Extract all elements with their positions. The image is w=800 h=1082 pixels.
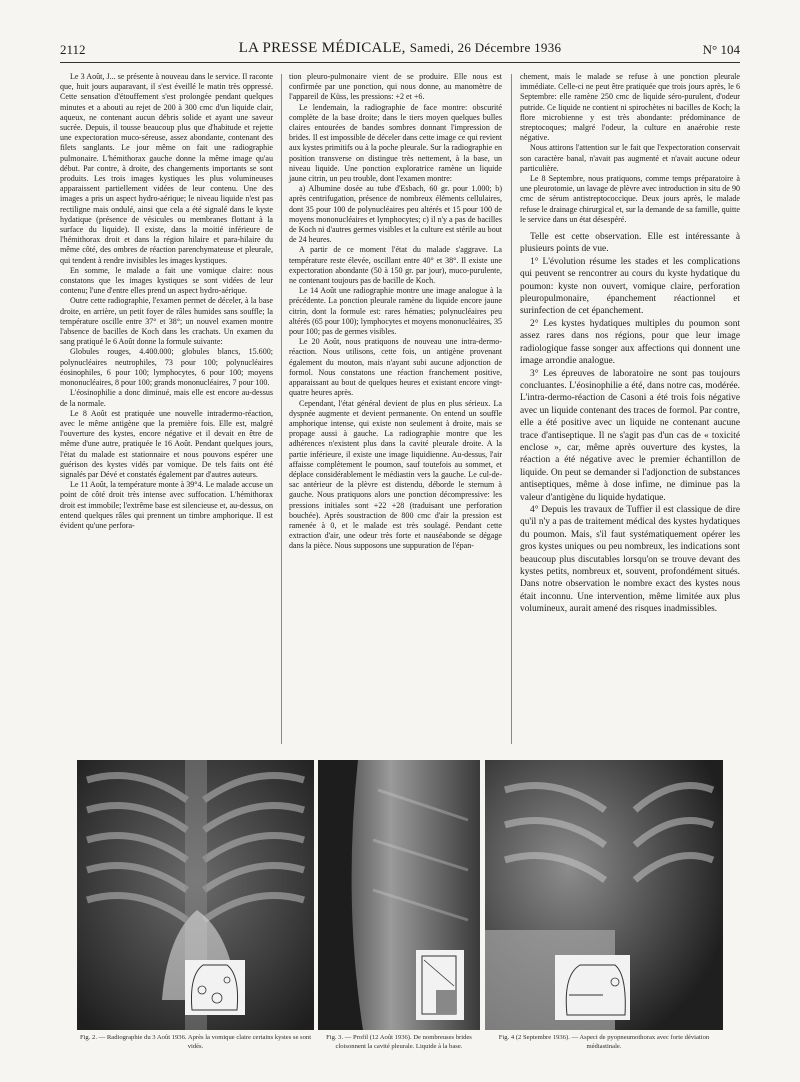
paragraph: Le lendemain, la radiographie de face montre: obscurité complète de la base droite; dans le tiers moyen quelques bulles claires entourées de bandes sombres donnant l'impression de brides. Il est impossible de déceler dans cette image ce qui revient aux kystes primitifs ou à la poche pleurale. Sur la radiographie en position transverse on distingue très nettement, à la base, un niveau liquide. Une ponction exploratrice ramène un liquide jaune citrin, un peu trouble, dont l'examen montre: — [289, 102, 502, 184]
paragraph: tion pleuro-pulmonaire vient de se produire. Elle nous est confirmée par une ponction, qui nous donne, au manomètre de l'appareil de Küss, les pressions: +2 et +6. — [289, 72, 502, 102]
paragraph: 2° Les kystes hydatiques multiples du poumon sont assez rares dans nos régions, pour que leur image radiologique fasse songer aux affections qui donnent une image arrondie analogue. — [520, 318, 740, 367]
text-column-3 — [520, 72, 740, 616]
paragraph: 4° Depuis les travaux de Tuffier il est classique de dire qu'il n'y a pas de traitement médical des kystes hydatiques du poumon. Mais, s'il faut systématiquement opérer les gros kystes uniques ou peu nombreux, les indications sont beaucoup plus discutables lorsqu'on se trouve devant des kystes petits, nombreux et, souvent, profondément situés. Dans notre observation le nombre exact des kystes nous était inconnu. Une intervention, même limitée aux plus volumineux, aurait amené des risques inadmissibles. — [520, 504, 740, 615]
paragraph: Le 14 Août une radiographie montre une image analogue à la précédente. La ponction pleurale ramène du liquide encore jaune citrin, dont la formule est: rares hématies; polynucléaires peu altérés (65 pour 100); lymphocytes et moyens mononucléaires, 35 pour 100; pas de germes visibles. — [289, 286, 502, 337]
journal-title — [60, 40, 740, 57]
paragraph: Le 8 Septembre, nous pratiquons, comme temps préparatoire à une pleurotomie, un lavage de plèvre avec introduction in situ de 90 cmc de sérum antistreptococcique. Deux jours après, le malade refuse le drainage chirurgical et, sur la demande de sa famille, quitte le service dans un état désespéré. — [520, 174, 740, 224]
paragraph: Le 11 Août, la température monte à 39°4. Le malade accuse un point de côté droit très intense avec suffocation. L'hémithorax droit est immobile; l'extrême base est silencieuse et, au-dessus, on entend quelques râles qui prennent un timbre amphorique. Il est évident qu'une perfora- — [60, 480, 273, 530]
page-number: 2112 — [60, 42, 86, 57]
paragraph: Outre cette radiographie, l'examen permet de déceler, à la base droite, en arrière, un petit foyer de râles humides sans souffle; la température oscille entre 37° et 38°; un nouvel examen montre l'absence de bacilles de Koch dans les crachats. Un examen du sang pratiqué le 6 Août donne la formule suivante: — [60, 296, 273, 347]
paragraph: Telle est cette observation. Elle est intéressante à plusieurs points de vue. — [520, 232, 740, 255]
issue-number: N° 104 — [702, 42, 740, 57]
page-header — [60, 40, 740, 63]
paragraph: chement, mais le malade se refuse à une ponction pleurale immédiate. Celle-ci ne peut être pratiquée que trois jours après, le 6 Septembre: elle ramène 250 cmc de liquide séro-purulent, d'odeur putride. Ce liquide ne contient ni spirochètes ni bacilles de Koch; la flore microbienne y est très abondante: prédominance de streptocoques; malgré l'odeur, la culture en anaérobie reste négative. — [520, 72, 740, 143]
figure-2-caption: Fig. 2. — Radiographie du 3 Août 1936. Après la vomique claire certains kystes se sont vidés. — [79, 1034, 312, 1050]
issue-date: Samedi, 26 Décembre 1936 — [409, 40, 562, 55]
paragraph: En somme, le malade a fait une vomique claire: nous constatons que les images kystiques se sont vidées de leur contenu; l'une d'entre elles prend un aspect hydro-aérique. — [60, 265, 273, 296]
paragraph: Le 3 Août, J... se présente à nouveau dans le service. Il raconte que, huit jours auparavant, il s'est éveillé le matin très oppressé. Cette sensation d'étouffement s'est prolongée pendant quelques minutes et a abouti au rejet de 200 à 300 cmc d'un liquide clair, aqueux, ne contenant aucun débris solide et ayant une saveur sucrée. Depuis, il tousse beaucoup plus que d'habitude et rejette une expectoration muco-séreuse, assez abondante, contenant des filets sanglants. Le jour même on fait une radiographie pulmonaire. L'hémithorax gauche donne la même image qu'au début. Par contre, à droite, des changements importants se sont produits. Les trois images kystiques les plus volumineuses apparaissent partiellement vidées de leur contenu. Une des images a pris un aspect hydro-aérique; le niveau liquide n'est pas rectiligne mais ondulé, ainsi que cela a été signalé dans le kyste hydatique (présence de vésicules ou membranes flottant à la surface du liquide). Il existe, dans la moitié inférieure de l'hémithorax droit et dans la région hilaire et para-hilaire du même côté, des ombres de réaction parenchymateuse et pleurale, qui tendent à rendre invisibles les images kystiques. — [60, 72, 273, 265]
paragraph: Cependant, l'état général devient de plus en plus sérieux. La dyspnée augmente et devient permanente. On entend un souffle amphorique intense, qui existe non seulement à droite, mais se propage aussi à gauche. La radiographie montre que les adhérences n'existent plus dans la cavité pleurale droite. A la partie inférieure, il existe une image liquidienne. Au-dessus, l'air affaisse complètement le poumon, sauf toutefois au sommet, et déplace considérablement le médiastin vers la gauche. Le cul-de-sac antérieur de la plèvre est distendu, déborde le sternum à gauche. Nous pratiquons alors une ponction décompressive: les pressions initiales sont +22 +28 (traduisant une perforation bouchée). Après soustraction de 800 cmc d'air la pression est ramenée à 0, et le malade est très soulagé. Pendant cette extraction d'air, une odeur très forte et nauséabonde se dégage dans la pièce. Nous supposons une suppuration de l'épan- — [289, 398, 502, 551]
paragraph: 3° Les épreuves de laboratoire ne sont pas toujours concluantes. L'éosinophilie a été, dans notre cas, modérée. L'intra-dermo-réaction de Casoni a été trois fois négative avec un liquide contenant des traces de formol. Par contre, elle a été positive avec un liquide ne contenant aucune trace d'antiseptique. Il ne s'agit pas d'un cas de « toxicité enclose », car, même après ouverture des kystes, la réaction a été négative avec le premier échantillon de liquide. On peut se demander si l'adjonction de substances antiseptiques, même à dose infime, ne diminue pas la valeur d'antigène du liquide hydatique. — [520, 368, 740, 503]
radiograph-figure-3 — [318, 760, 480, 1030]
column-rule — [511, 74, 512, 744]
paragraph: A partir de ce moment l'état du malade s'aggrave. La température reste élevée, oscillant entre 40° et 38°. Il existe une expectoration abondante (50 à 150 gr. par jour), muco-purulente, ne contenant toujours pas de bacille de Koch. — [289, 245, 502, 286]
column-rule — [281, 74, 282, 744]
figure-4-caption: Fig. 4 (2 Septembre 1936). — Aspect de pyopneumothorax avec forte déviation médiastinale. — [498, 1034, 710, 1050]
paragraph: Le 20 Août, nous pratiquons de nouveau une intra-dermo-réaction. Nous utilisons, cette fois, un antigène provenant également du mouton, mais n'ayant subi aucune adjonction de formol. Nous constatons une réaction franchement positive, apparaissant au bout de quelques heures et existant encore vingt-quatre heures après. — [289, 337, 502, 398]
paragraph: 1° L'évolution résume les stades et les complications qui peuvent se rencontrer au cours du kyste hydatique du poumon: kyste non ouvert, vomique claire, perforation pleuropulmonaire, épanchement réactionnel et surinfection de cet épanchement. — [520, 256, 740, 317]
paragraph: a) Albumine dosée au tube d'Esbach, 60 gr. pour 1.000; b) après centrifugation, présence de nombreux éléments cellulaires, dont 35 pour 100 de polynucléaires peu altérés et 15 pour 100 de moyens mononucléaires et lymphocytes; c) il n'y a pas de bacilles de Koch ni d'autres germes visibles et la culture est stérile au bout de 24 heures. — [289, 184, 502, 245]
radiograph-figure-4 — [485, 760, 723, 1030]
figure-3-caption: Fig. 3. — Profil (12 Août 1936). De nombreuses brides cloisonnent la cavité pleurale. Liquide à la base. — [326, 1034, 472, 1050]
paragraph: Nous attirons l'attention sur le fait que l'expectoration conservait son caractère banal, n'avait pas augmenté et n'avait aucune odeur particulière. — [520, 143, 740, 173]
paragraph: L'éosinophilie a donc diminué, mais elle est encore au-dessus de la normale. — [60, 388, 273, 408]
text-column-2 — [289, 72, 502, 552]
radiograph-figure-2 — [77, 760, 314, 1030]
journal-name: LA PRESSE MÉDICALE, — [238, 40, 406, 56]
paragraph: Globules rouges, 4.400.000; globules blancs, 15.600; polynucléaires neutrophiles, 73 pour 100; polynucléaires éosinophiles, 6 pour 100; lymphocytes, 6 pour 100; moyens mononucléaires, 8 pour 100; grands mononucléaires, 7 pour 100. — [60, 347, 273, 388]
text-column-1 — [60, 72, 273, 531]
paragraph: Le 8 Août est pratiquée une nouvelle intradermo-réaction, avec le même antigène que la première fois. Elle est, malgré l'ouverture des kystes, encore négative et il devait en être de même d'une autre, pratiquée le 16 Août. Pendant quelques jours, l'état du malade est stationnaire et nous pouvons espérer une guérison des kystes vidés par vomique. De tels faits ont été signalés par Dévé et constatés également par d'autres auteurs. — [60, 408, 273, 479]
